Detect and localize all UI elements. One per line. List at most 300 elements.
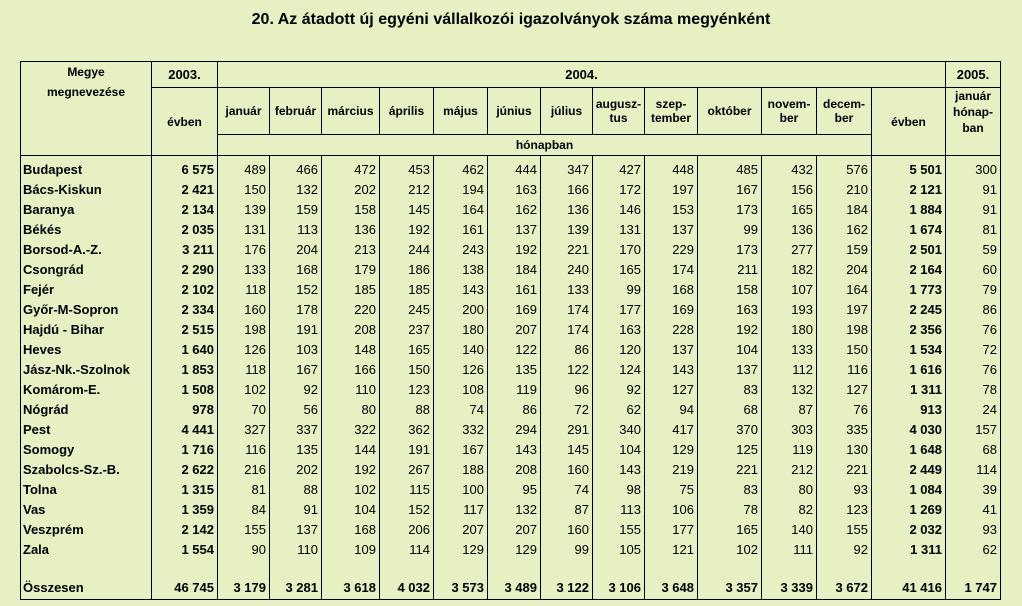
month-value: 213: [322, 239, 380, 259]
month-value: 94: [645, 399, 698, 419]
month-value: 202: [270, 459, 322, 479]
month-value: 192: [380, 219, 434, 239]
month-value: 143: [488, 439, 541, 459]
month-header-line: április: [388, 104, 425, 118]
table-row: [21, 299, 1001, 319]
month-value: 221: [817, 459, 872, 479]
month-value: 228: [645, 319, 698, 339]
value-2004: 913: [872, 399, 946, 419]
month-value: 337: [270, 419, 322, 439]
value-2003: 1 716: [152, 439, 218, 459]
month-value: 3 357: [698, 559, 762, 600]
month-value: 176: [218, 239, 270, 259]
month-value: 340: [593, 419, 645, 439]
table-row: [21, 539, 1001, 559]
month-header: [645, 88, 698, 135]
value-jan-2005: 59: [946, 239, 1001, 259]
month-value: 211: [698, 259, 762, 279]
value-2004: 1 269: [872, 499, 946, 519]
month-header-line: február: [274, 104, 317, 118]
month-value: 210: [817, 179, 872, 199]
month-header-line: július: [550, 104, 583, 118]
month-value: 219: [645, 459, 698, 479]
month-value: 174: [541, 319, 593, 339]
month-value: 192: [488, 239, 541, 259]
month-value: 112: [762, 359, 817, 379]
month-value: 160: [218, 299, 270, 319]
month-value: 93: [817, 479, 872, 499]
month-value: 143: [593, 459, 645, 479]
month-value: 173: [698, 199, 762, 219]
month-value: 107: [762, 279, 817, 299]
month-value: 115: [380, 479, 434, 499]
month-value: 303: [762, 419, 817, 439]
month-header-line: decem-: [822, 97, 866, 111]
month-value: 332: [434, 419, 488, 439]
county-name: Zala: [21, 539, 152, 559]
value-2004: 1 884: [872, 199, 946, 219]
month-value: 127: [817, 379, 872, 399]
month-value: 170: [593, 239, 645, 259]
month-header: [817, 88, 872, 135]
month-value: 207: [488, 319, 541, 339]
table-row: [21, 439, 1001, 459]
month-value: 168: [270, 259, 322, 279]
month-value: 145: [541, 439, 593, 459]
month-value: 207: [488, 519, 541, 539]
month-value: 111: [762, 539, 817, 559]
month-value: 136: [762, 219, 817, 239]
month-value: 92: [817, 539, 872, 559]
county-name: Somogy: [21, 439, 152, 459]
value-jan-2005: 41: [946, 499, 1001, 519]
month-value: 370: [698, 419, 762, 439]
month-value: 130: [817, 439, 872, 459]
month-value: 143: [645, 359, 698, 379]
value-2003: 1 315: [152, 479, 218, 499]
month-value: 104: [698, 339, 762, 359]
month-value: 152: [270, 279, 322, 299]
month-value: 204: [270, 239, 322, 259]
table-row: [21, 339, 1001, 359]
month-value: 237: [380, 319, 434, 339]
table-row: [21, 259, 1001, 279]
month-value: 98: [593, 479, 645, 499]
table-row: [21, 419, 1001, 439]
month-value: 82: [762, 499, 817, 519]
month-value: 137: [488, 219, 541, 239]
month-value: 131: [593, 219, 645, 239]
month-value: 180: [434, 319, 488, 339]
value-2003: 2 102: [152, 279, 218, 299]
month-header: [698, 88, 762, 135]
month-value: 102: [218, 379, 270, 399]
month-header: [322, 88, 380, 135]
month-value: 118: [218, 279, 270, 299]
county-name: Hajdú - Bihar: [21, 319, 152, 339]
month-value: 185: [322, 279, 380, 299]
county-name: Békés: [21, 219, 152, 239]
month-value: 148: [322, 339, 380, 359]
month-value: 576: [817, 156, 872, 180]
month-value: 143: [434, 279, 488, 299]
month-value: 221: [698, 459, 762, 479]
month-value: 448: [645, 156, 698, 180]
value-2004: 1 534: [872, 339, 946, 359]
month-header-line: ber: [779, 111, 799, 125]
month-value: 485: [698, 156, 762, 180]
county-name: Veszprém: [21, 519, 152, 539]
month-value: 126: [218, 339, 270, 359]
month-value: 99: [698, 219, 762, 239]
month-value: 135: [270, 439, 322, 459]
month-value: 202: [322, 179, 380, 199]
month-value: 132: [270, 179, 322, 199]
value-2004: 1 311: [872, 379, 946, 399]
county-name: Pest: [21, 419, 152, 439]
month-value: 180: [762, 319, 817, 339]
month-value: 160: [541, 519, 593, 539]
table-row: [21, 519, 1001, 539]
month-value: 127: [645, 379, 698, 399]
month-header: [541, 88, 593, 135]
value-jan-2005: 1 747: [946, 559, 1001, 600]
value-2003: 1 554: [152, 539, 218, 559]
value-jan-2005: 62: [946, 539, 1001, 559]
month-value: 204: [817, 259, 872, 279]
month-value: 3 648: [645, 559, 698, 600]
month-value: 206: [380, 519, 434, 539]
table-row: [21, 379, 1001, 399]
month-value: 83: [698, 379, 762, 399]
county-name: Fejér: [21, 279, 152, 299]
month-header-line: május: [443, 104, 478, 118]
month-value: 192: [322, 459, 380, 479]
value-2004: 2 449: [872, 459, 946, 479]
month-value: 125: [698, 439, 762, 459]
value-2003: 2 290: [152, 259, 218, 279]
month-value: 168: [645, 279, 698, 299]
month-value: 174: [645, 259, 698, 279]
month-header: [593, 88, 645, 135]
value-2003: 2 515: [152, 319, 218, 339]
value-2003: 978: [152, 399, 218, 419]
month-value: 169: [488, 299, 541, 319]
value-2003: 4 441: [152, 419, 218, 439]
month-value: 140: [434, 339, 488, 359]
month-value: 103: [270, 339, 322, 359]
month-value: 335: [817, 419, 872, 439]
county-name: Jász-Nk.-Szolnok: [21, 359, 152, 379]
month-value: 173: [698, 239, 762, 259]
month-value: 165: [698, 519, 762, 539]
month-value: 267: [380, 459, 434, 479]
value-jan-2005: 76: [946, 319, 1001, 339]
month-value: 208: [488, 459, 541, 479]
month-value: 139: [541, 219, 593, 239]
month-value: 327: [218, 419, 270, 439]
month-value: 108: [434, 379, 488, 399]
month-value: 137: [270, 519, 322, 539]
month-value: 114: [380, 539, 434, 559]
jan-2005-header: [946, 88, 1001, 156]
month-value: 74: [541, 479, 593, 499]
month-value: 116: [817, 359, 872, 379]
county-header-line2: megnevezése: [46, 85, 126, 99]
month-value: 165: [762, 199, 817, 219]
month-value: 119: [488, 379, 541, 399]
month-value: 165: [380, 339, 434, 359]
evben-2004-header: évben: [872, 88, 946, 156]
month-value: 244: [380, 239, 434, 259]
value-2003: 2 035: [152, 219, 218, 239]
month-value: 135: [488, 359, 541, 379]
data-table: [20, 61, 1001, 600]
month-value: 197: [817, 299, 872, 319]
month-value: 153: [645, 199, 698, 219]
month-value: 138: [434, 259, 488, 279]
month-value: 164: [434, 199, 488, 219]
value-2004: 1 648: [872, 439, 946, 459]
month-value: 432: [762, 156, 817, 180]
value-jan-2005: 72: [946, 339, 1001, 359]
month-value: 163: [488, 179, 541, 199]
value-jan-2005: 68: [946, 439, 1001, 459]
month-value: 96: [541, 379, 593, 399]
month-header: [218, 88, 270, 135]
month-value: 129: [434, 539, 488, 559]
month-value: 91: [270, 499, 322, 519]
month-value: 88: [270, 479, 322, 499]
month-value: 245: [380, 299, 434, 319]
month-value: 161: [434, 219, 488, 239]
value-2003: 2 134: [152, 199, 218, 219]
table-row: [21, 479, 1001, 499]
month-value: 129: [488, 539, 541, 559]
month-value: 90: [218, 539, 270, 559]
value-jan-2005: 60: [946, 259, 1001, 279]
month-value: 191: [270, 319, 322, 339]
month-value: 207: [434, 519, 488, 539]
table-header: [21, 62, 1001, 156]
month-value: 150: [817, 339, 872, 359]
month-value: 122: [541, 359, 593, 379]
month-value: 198: [817, 319, 872, 339]
county-name: Vas: [21, 499, 152, 519]
month-value: 99: [593, 279, 645, 299]
month-value: 86: [541, 339, 593, 359]
month-value: 137: [698, 359, 762, 379]
month-value: 277: [762, 239, 817, 259]
month-value: 105: [593, 539, 645, 559]
value-jan-2005: 91: [946, 179, 1001, 199]
value-2003: 6 575: [152, 156, 218, 180]
value-2004: 2 032: [872, 519, 946, 539]
value-2004: 4 030: [872, 419, 946, 439]
jan-2005-line1: január: [954, 89, 991, 103]
value-2003: 2 421: [152, 179, 218, 199]
month-value: 427: [593, 156, 645, 180]
month-value: 221: [541, 239, 593, 259]
value-jan-2005: 24: [946, 399, 1001, 419]
month-value: 158: [698, 279, 762, 299]
table-total: [21, 559, 1001, 600]
month-value: 167: [270, 359, 322, 379]
month-value: 159: [270, 199, 322, 219]
month-value: 216: [218, 459, 270, 479]
month-value: 362: [380, 419, 434, 439]
month-value: 186: [380, 259, 434, 279]
table-row: [21, 319, 1001, 339]
value-jan-2005: 78: [946, 379, 1001, 399]
month-value: 80: [322, 399, 380, 419]
month-value: 3 339: [762, 559, 817, 600]
month-value: 150: [218, 179, 270, 199]
month-value: 56: [270, 399, 322, 419]
month-value: 466: [270, 156, 322, 180]
month-value: 113: [270, 219, 322, 239]
month-value: 155: [593, 519, 645, 539]
month-value: 106: [645, 499, 698, 519]
month-header-line: június: [496, 104, 532, 118]
month-header-line: október: [707, 104, 752, 118]
month-value: 155: [817, 519, 872, 539]
month-value: 197: [645, 179, 698, 199]
county-name: Tolna: [21, 479, 152, 499]
month-value: 102: [322, 479, 380, 499]
month-value: 161: [488, 279, 541, 299]
county-name: Bács-Kiskun: [21, 179, 152, 199]
value-jan-2005: 76: [946, 359, 1001, 379]
month-value: 150: [380, 359, 434, 379]
month-value: 123: [817, 499, 872, 519]
month-value: 462: [434, 156, 488, 180]
month-header: [434, 88, 488, 135]
value-2004: 2 356: [872, 319, 946, 339]
month-value: 140: [762, 519, 817, 539]
county-name: Komárom-E.: [21, 379, 152, 399]
month-header-line: novem-: [767, 97, 811, 111]
month-value: 113: [593, 499, 645, 519]
table-row: [21, 499, 1001, 519]
month-header: [762, 88, 817, 135]
table-row: [21, 179, 1001, 199]
month-value: 191: [380, 439, 434, 459]
value-2004: 2 121: [872, 179, 946, 199]
table-body: [21, 156, 1001, 560]
month-value: 159: [817, 239, 872, 259]
month-value: 132: [762, 379, 817, 399]
month-value: 198: [218, 319, 270, 339]
month-value: 109: [322, 539, 380, 559]
month-value: 163: [698, 299, 762, 319]
month-value: 192: [698, 319, 762, 339]
month-value: 133: [218, 259, 270, 279]
month-value: 139: [218, 199, 270, 219]
month-value: 158: [322, 199, 380, 219]
month-value: 124: [593, 359, 645, 379]
month-value: 3 122: [541, 559, 593, 600]
month-value: 92: [270, 379, 322, 399]
month-header: [270, 88, 322, 135]
month-value: 166: [322, 359, 380, 379]
month-value: 129: [645, 439, 698, 459]
month-value: 137: [645, 219, 698, 239]
month-value: 347: [541, 156, 593, 180]
year-2005-header: 2005.: [946, 62, 1001, 88]
month-value: 167: [698, 179, 762, 199]
month-value: 110: [322, 379, 380, 399]
month-value: 3 179: [218, 559, 270, 600]
month-value: 137: [645, 339, 698, 359]
month-header-line: augusz-: [595, 97, 642, 111]
table-row: [21, 359, 1001, 379]
month-value: 240: [541, 259, 593, 279]
value-2003: 2 622: [152, 459, 218, 479]
month-value: 118: [218, 359, 270, 379]
month-value: 116: [218, 439, 270, 459]
value-jan-2005: 93: [946, 519, 1001, 539]
month-value: 177: [645, 519, 698, 539]
month-value: 200: [434, 299, 488, 319]
month-value: 208: [322, 319, 380, 339]
county-name: Borsod-A.-Z.: [21, 239, 152, 259]
value-2004: 1 674: [872, 219, 946, 239]
month-value: 179: [322, 259, 380, 279]
month-value: 220: [322, 299, 380, 319]
month-value: 168: [322, 519, 380, 539]
table-row: [21, 219, 1001, 239]
month-header-line: március: [327, 104, 374, 118]
month-value: 72: [541, 399, 593, 419]
month-value: 3 672: [817, 559, 872, 600]
month-value: 145: [380, 199, 434, 219]
month-value: 163: [593, 319, 645, 339]
value-2004: 2 501: [872, 239, 946, 259]
table-row: [21, 279, 1001, 299]
month-value: 100: [434, 479, 488, 499]
month-value: 110: [270, 539, 322, 559]
month-value: 166: [541, 179, 593, 199]
month-value: 87: [541, 499, 593, 519]
county-name: Budapest: [21, 156, 152, 180]
value-2003: 1 640: [152, 339, 218, 359]
value-2003: 3 211: [152, 239, 218, 259]
value-jan-2005: 79: [946, 279, 1001, 299]
value-jan-2005: 86: [946, 299, 1001, 319]
month-value: 291: [541, 419, 593, 439]
month-value: 131: [218, 219, 270, 239]
month-header-line: szep-: [655, 97, 687, 111]
county-header: [21, 62, 152, 156]
month-value: 88: [380, 399, 434, 419]
month-value: 70: [218, 399, 270, 419]
month-value: 102: [698, 539, 762, 559]
month-value: 144: [322, 439, 380, 459]
month-value: 212: [762, 459, 817, 479]
month-value: 62: [593, 399, 645, 419]
month-value: 194: [434, 179, 488, 199]
month-value: 162: [817, 219, 872, 239]
month-value: 453: [380, 156, 434, 180]
jan-2005-line3: ban: [962, 121, 984, 135]
month-value: 184: [488, 259, 541, 279]
month-value: 136: [541, 199, 593, 219]
month-value: 182: [762, 259, 817, 279]
value-jan-2005: 114: [946, 459, 1001, 479]
month-value: 136: [322, 219, 380, 239]
county-name: Nógrád: [21, 399, 152, 419]
